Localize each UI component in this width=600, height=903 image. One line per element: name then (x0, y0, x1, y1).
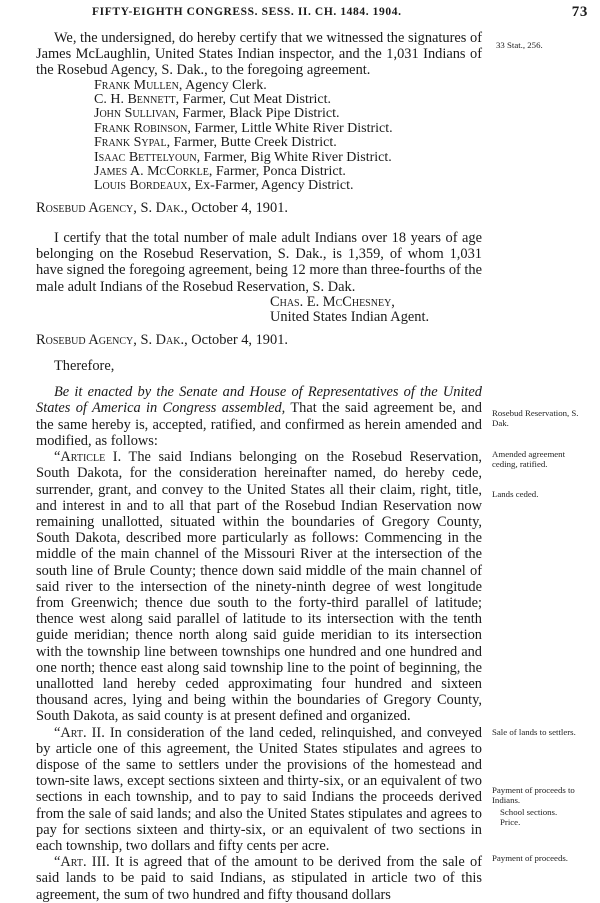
agent-name: Chas. E. McChesney, (270, 293, 395, 310)
margin-note: 33 Stat., 256. (496, 40, 543, 50)
article-paragraph: “Art. II. In consideration of the land ceded, relinquished, and conveyed by article one of this agreement, the United States stipulates and agrees to dispose of the same to settlers under the provisions of the homestead and town-site laws, except sections sixteen and thirty-six, or an equivalent of two sections in each township, and to pay to said Indians the proceeds derived from the sale of said lands; and also the United States stipulates and agrees to pay for sections sixteen and thirty-six, or an equivalent of two sections in each township, two dollars and fifty cents per acre. (36, 724, 482, 854)
article-paragraph: “Article I. The said Indians belonging on the Rosebud Reservation, South Dakota, for the consideration hereinafter named, do hereby cede, surrender, grant, and convey to the United States all their claim, right, title, and interest in and to all that part of the Rosebud Indian Reservation now remaining unallotted, situated within the boundaries of Gregory County, South Dakota, described more particularly as follows: Commencing in the middle of the main channel of the Missouri River at the intersection of the south line of Brule County; thence down said middle of the main channel of said river to the intersection of the ninety-ninth degree of west longitude from Greenwich; thence due south to the forty-third parallel of latitude; thence west along said parallel of latitude to its intersection with the tenth guide meridian; thence north along said guide meridian to its intersection with the township line between townships one hundred and one hundred and one north; thence east along said township line to the point of beginning, the unallotted land hereby ceded approximating four hundred and sixteen thousand acres, lying and being within the boundaries of Gregory County, South Dakota, as said county is at present defined and organized. (36, 449, 482, 725)
certification-paragraph: We, the undersigned, do hereby certify that we witnessed the signatures of James McLaughlin, United States Indian inspector, and the 1,031 Indians of the Rosebud Agency, S. Dak., to the foregoing agreement. (36, 30, 482, 79)
article-label: “Art. III. (54, 854, 110, 871)
margin-note: Sale of lands to settlers. (492, 727, 576, 737)
agent-signature (36, 295, 482, 326)
running-header (0, 4, 600, 22)
therefore-line: Therefore, (54, 358, 115, 375)
signatory: Isaac Bettelyoun, Farmer, Big White River District. (94, 149, 392, 165)
article-label: “Art. II. (54, 724, 105, 741)
page-number: 73 (571, 4, 588, 20)
article-paragraph: “Art. III. It is agreed that of the amount to be derived from the sale of said lands to be paid to said Indians, as stipulated in article two of this agreement, the sum of two hundred and fifty thousand dollars (36, 854, 482, 903)
signatory: Frank Robinson, Farmer, Little White River District. (94, 120, 393, 136)
running-title: FIFTY-EIGHTH CONGRESS. SESS. II. CH. 1484. 1904. (92, 6, 402, 18)
margin-note: School sections. (500, 807, 558, 817)
signatory: Louis Bordeaux, Ex-Farmer, Agency District. (94, 178, 354, 194)
agent-certification-paragraph: I certify that the total number of male adult Indians over 18 years of age belonging on the Rosebud Reservation, S. Dak., is 1,359, of whom 1,031 have signed the foregoing agreement, being 12 more than three-fourths of the male adult Indians of the Rosebud Reservation, S. Dak. (36, 230, 482, 295)
signatory: Frank Mullen, Agency Clerk. (94, 77, 267, 93)
signatory: John Sullivan, Farmer, Black Pipe District. (94, 106, 340, 122)
article-label: “Article I. (54, 449, 122, 466)
main-text-column (36, 30, 482, 903)
agent-title: United States Indian Agent. (270, 309, 430, 326)
signatory: James A. McCorkle, Farmer, Ponca District. (94, 164, 346, 180)
margin-note: Lands ceded. (492, 489, 539, 499)
margin-note: Payment of proceeds. (492, 853, 568, 863)
margin-note: Payment of proceeds to Indians. (492, 785, 575, 805)
dateline: Rosebud Agency, S. Dak., October 4, 1901. (36, 199, 288, 216)
signatory: Frank Sypal, Farmer, Butte Creek District. (94, 135, 337, 151)
enacting-clause: Be it enacted by the Senate and House of Representatives of the United States of America in Congress assembled, That the said agreement be, and the same hereby is, accepted, ratified, and confirmed as herein amended and modified, as follows: (36, 384, 482, 449)
signatory: C. H. Bennett, Farmer, Cut Meat District. (94, 92, 332, 108)
dateline: Rosebud Agency, S. Dak., October 4, 1901. (36, 331, 288, 348)
margin-note: Amended agreement ceding, ratified. (492, 449, 566, 469)
signatories-list (36, 79, 482, 194)
margin-note: Price. (500, 817, 521, 827)
margin-note: Rosebud Reservation, S. Dak. (492, 408, 579, 428)
